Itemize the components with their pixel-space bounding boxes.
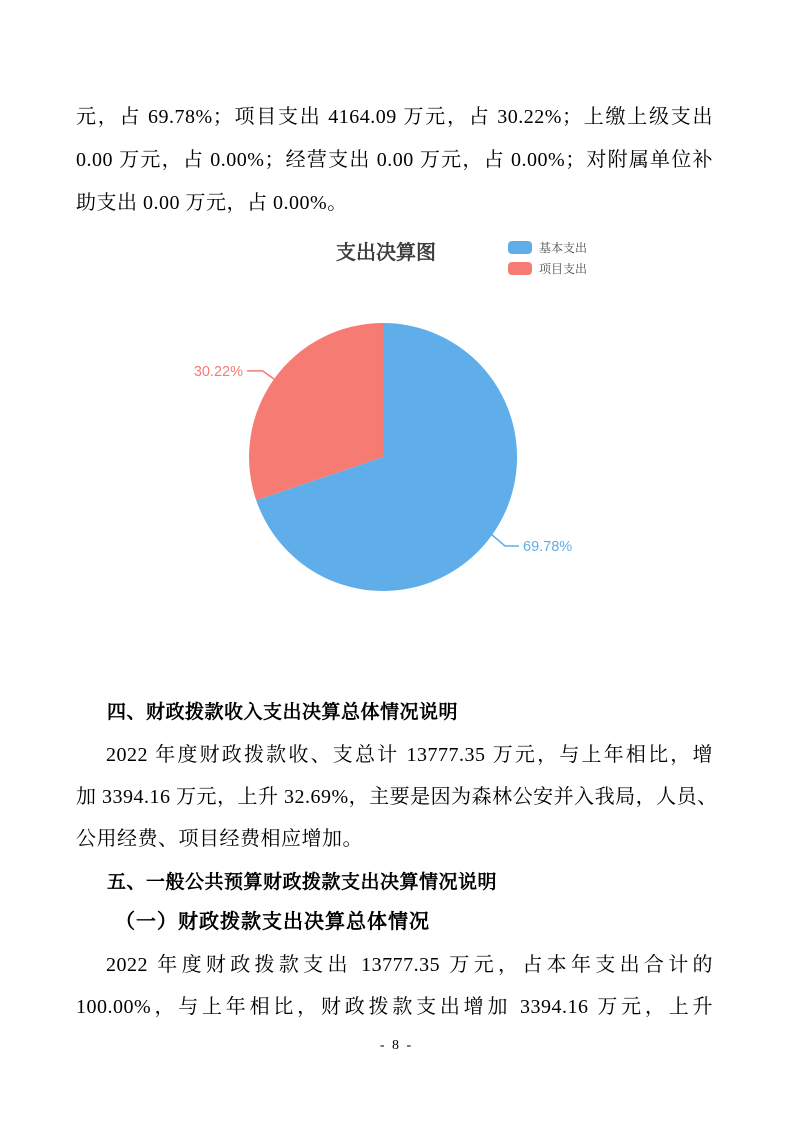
data-label-project-percent: 30.22% (193, 364, 243, 380)
paragraph-line: 元，占 69.78%；项目支出 4164.09 万元，占 30.22%；上缴上级支出 (76, 106, 713, 128)
paragraph-expenditure-breakdown (76, 96, 713, 225)
legend-label: 项目支出 (539, 262, 588, 276)
section-4-paragraph (76, 734, 718, 860)
pie-chart-svg (0, 228, 793, 648)
leader-line-project (247, 371, 274, 379)
section-5-paragraph (76, 944, 713, 1028)
paragraph-line: 公用经费、项目经费相应增加。 (76, 828, 363, 850)
paragraph-line: 2022 年度财政拨款支出 13777.35 万元，占本年支出合计的 (106, 954, 713, 976)
section-5-sub-heading: （一）财政拨款支出决算总体情况 (115, 911, 430, 933)
section-5-heading: 五、一般公共预算财政拨款支出决算情况说明 (107, 872, 498, 893)
legend-label: 基本支出 (539, 241, 588, 255)
page-number: - 8 - (379, 1038, 414, 1053)
paragraph-line: 0.00 万元，占 0.00%；经营支出 0.00 万元，占 0.00%；对附属单位补 (76, 149, 713, 171)
leader-line-basic (492, 535, 520, 547)
expenditure-pie-chart (0, 228, 793, 648)
section-4-heading: 四、财政拨款收入支出决算总体情况说明 (107, 702, 459, 723)
paragraph-line: 助支出 0.00 万元，占 0.00%。 (76, 192, 348, 214)
paragraph-line: 2022 年度财政拨款收、支总计 13777.35 万元，与上年相比，增 (106, 744, 713, 766)
chart-title: 支出决算图 (336, 242, 436, 264)
paragraph-line: 加 3394.16 万元，上升 32.69%，主要是因为森林公安并入我局，人员、 (76, 786, 718, 808)
data-label-basic-percent: 69.78% (523, 539, 573, 555)
paragraph-line: 100.00%，与上年相比，财政拨款支出增加 3394.16 万元，上升 (76, 996, 713, 1018)
